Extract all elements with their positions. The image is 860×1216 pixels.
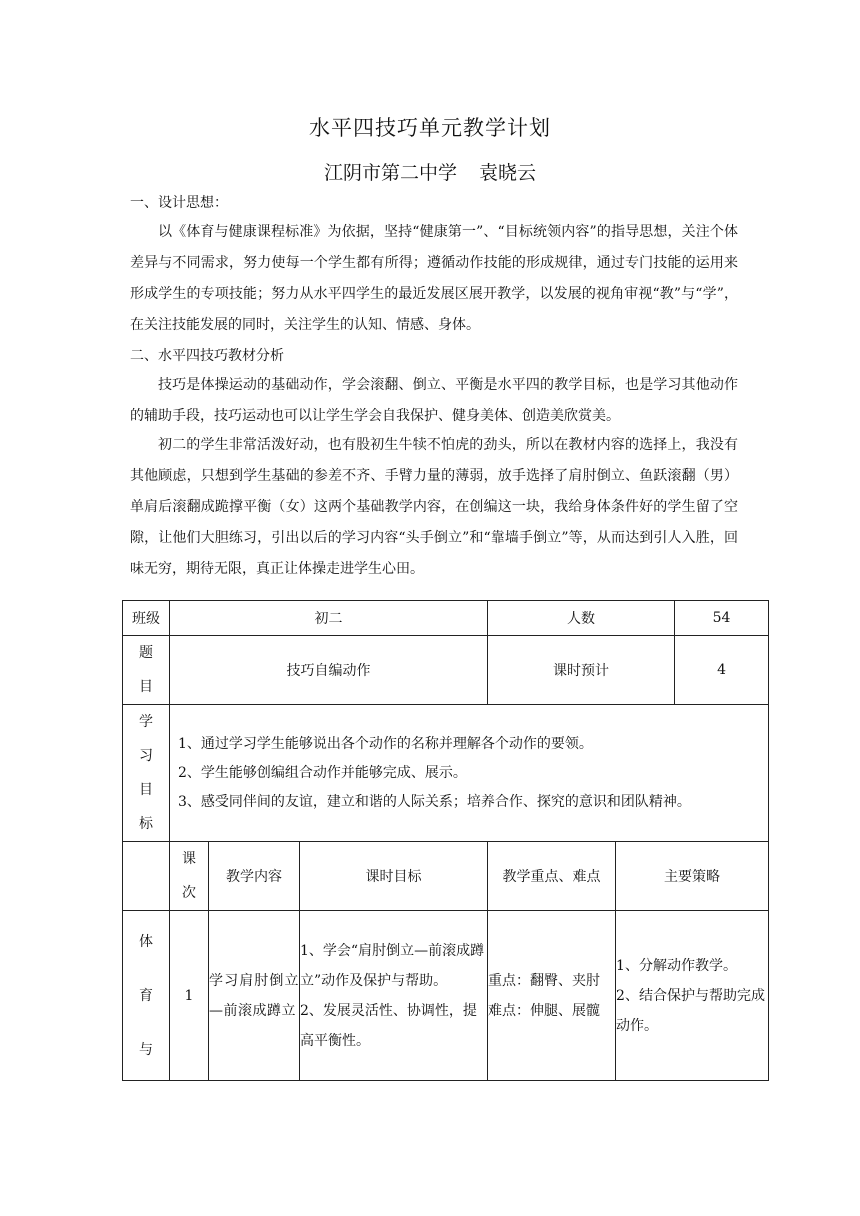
- class-label: 班级: [123, 601, 170, 636]
- header-key-points: 教学重点、难点: [488, 842, 616, 911]
- section-heading-design: 一、设计思想：: [130, 195, 228, 211]
- goal-item: 2、学生能够创编组合动作并能够完成、展示。: [178, 764, 467, 781]
- goal-item: 1、通过学习学生能够说出各个动作的名称并理解各个动作的要领。: [178, 735, 593, 752]
- lesson-key-points: 重点：翻臀、夹肘 难点：伸腿、展髋: [488, 911, 616, 1081]
- author-name: 袁晓云: [479, 162, 537, 184]
- table-row: [123, 636, 769, 705]
- table-row: [123, 911, 769, 1081]
- hours-value: 4: [675, 636, 769, 705]
- goals-label: 学 习 目 标: [123, 705, 170, 842]
- learning-goals: [170, 705, 769, 842]
- table-header-row: [123, 842, 769, 911]
- header-objective: 课时目标: [300, 842, 488, 911]
- paragraph-design: 以《体育与健康课程标准》为依据，坚持“健康第一”、“目标统领内容”的指导思想，关注个体差异与不同需求，努力使每一个学生都有所得；遵循动作技能的形成规律，通过专门技能的运用来形成学生的专项技能；努力从水平四学生的最近发展区展开教学，以发展的视角审视“教”与“学”，在关注技能发展的同时，关注学生的认知、情感、身体。: [130, 224, 738, 333]
- lesson-no: 1: [170, 911, 209, 1081]
- topic-value: 技巧自编动作: [170, 636, 488, 705]
- lesson-objectives: 1、学会“肩肘倒立—前滚成蹲立”动作及保护与帮助。 2、发展灵活性、协调性，提高平衡性。: [300, 911, 488, 1081]
- document-title: 水平四技巧单元教学计划: [309, 116, 551, 140]
- class-value: 初二: [170, 601, 488, 636]
- teaching-plan-table: [122, 600, 769, 1081]
- hours-label: 课时预计: [488, 636, 675, 705]
- header-strategy: 主要策略: [616, 842, 769, 911]
- side-label: 体 育 与: [123, 911, 170, 1081]
- count-label: 人数: [488, 601, 675, 636]
- goal-item: 3、感受同伴间的友谊，建立和谐的人际关系；培养合作、探究的意识和团队精神。: [178, 793, 691, 810]
- section-heading-analysis: 二、水平四技巧教材分析: [130, 348, 284, 364]
- topic-label: 题 目: [123, 636, 170, 705]
- document-subtitle: [0, 158, 860, 185]
- lesson-content: 学习肩肘倒立—前滚成蹲立: [209, 911, 300, 1081]
- header-content: 教学内容: [209, 842, 300, 911]
- table-row: [123, 705, 769, 842]
- school-name: 江阴市第二中学: [323, 162, 457, 184]
- header-lesson-no: 课 次: [170, 842, 209, 911]
- paragraph-analysis-1: 技巧是体操运动的基础动作，学会滚翻、倒立、平衡是水平四的教学目标，也是学习其他动作的辅助手段，技巧运动也可以让学生学会自我保护、健身美体、创造美欣赏美。: [130, 377, 738, 424]
- paragraph-analysis-2: 初二的学生非常活泼好动，也有股初生牛犊不怕虎的劲头，所以在教材内容的选择上，我没有其他顾虑，只想到学生基础的参差不齐、手臂力量的薄弱，放手选择了肩肘倒立、鱼跃滚翻（男）单肩后滚翻成跪撑平衡（女）这两个基础教学内容，在创编这一块，我给身体条件好的学生留了空隙，让他们大胆练习，引出以后的学习内容“头手倒立”和“靠墙手倒立”等，从而达到引人入胜，回味无穷，期待无限，真正让体操走进学生心田。: [130, 437, 738, 577]
- table-row: [123, 601, 769, 636]
- blank-header-cell: [123, 842, 170, 911]
- lesson-strategies: 1、分解动作教学。 2、结合保护与帮助完成动作。: [616, 911, 769, 1081]
- count-value: 54: [675, 601, 769, 636]
